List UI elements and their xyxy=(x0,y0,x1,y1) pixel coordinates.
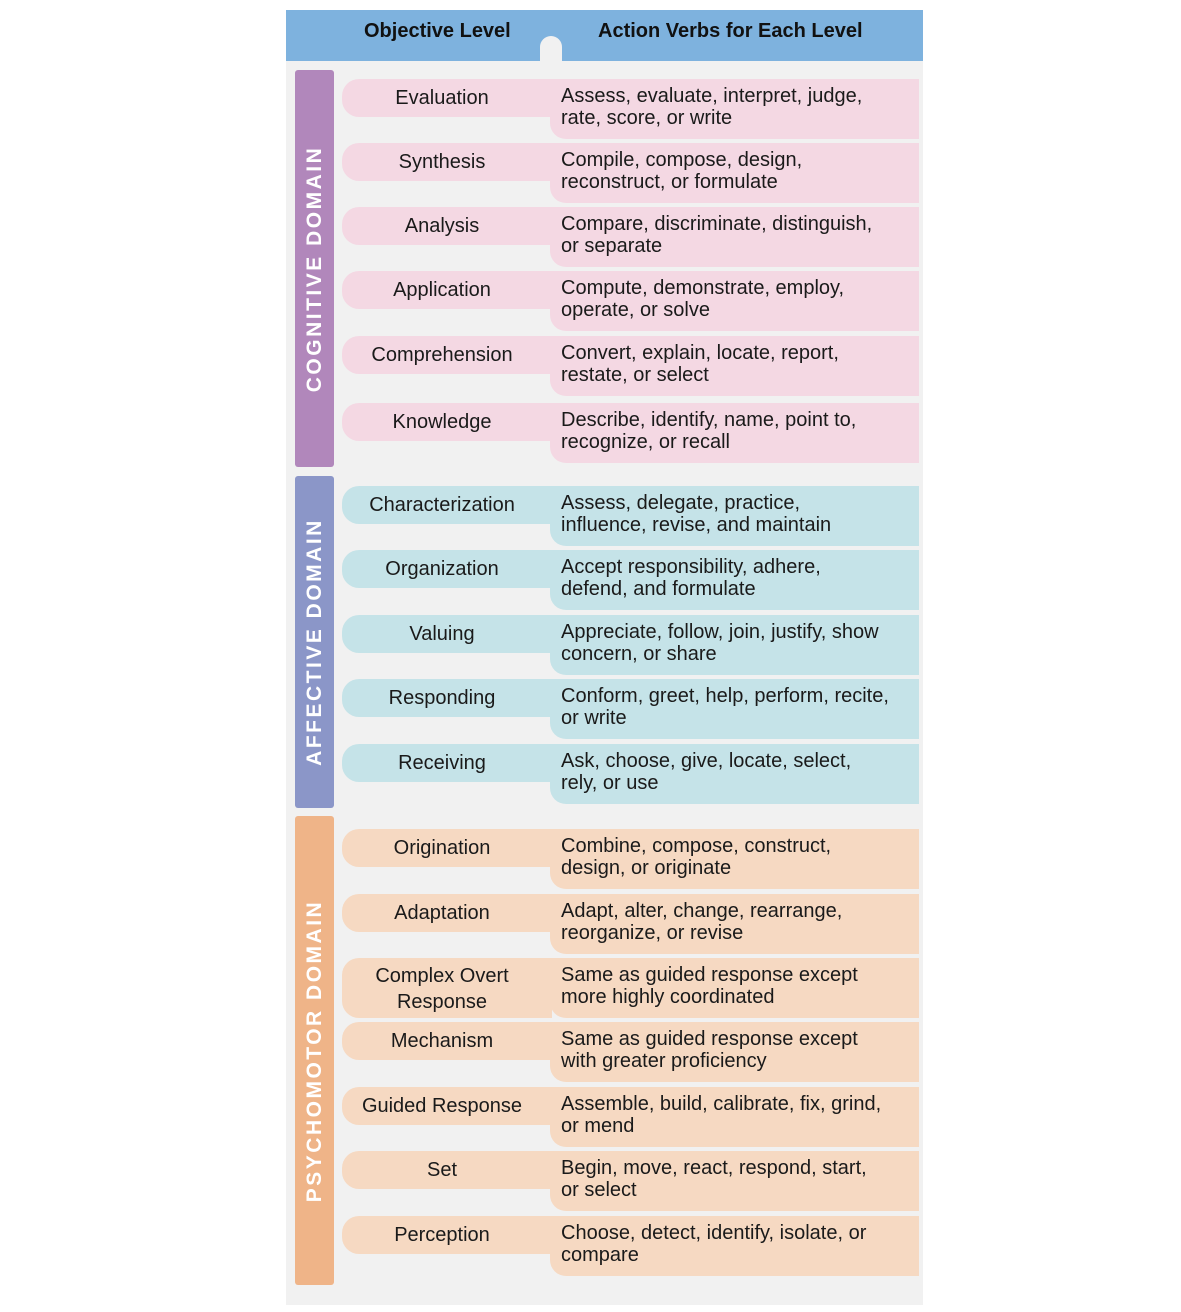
action-verbs-line: Assess, delegate, practice, xyxy=(561,492,801,514)
level-name-line: Guided Response xyxy=(361,1095,523,1117)
objective-row xyxy=(342,744,919,804)
action-verbs xyxy=(561,343,921,386)
level-name xyxy=(342,277,542,303)
action-verbs-line: Describe, identify, name, point to, xyxy=(561,409,857,431)
objective-row xyxy=(342,615,919,675)
cognitive-domain-label: COGNITIVE DOMAIN xyxy=(302,145,326,392)
level-name xyxy=(342,85,542,111)
level-name-line: Responding xyxy=(388,687,496,709)
action-verbs-line: Assemble, build, calibrate, fix, grind, xyxy=(561,1093,882,1115)
action-verbs-line: Choose, detect, identify, isolate, or xyxy=(561,1222,867,1244)
action-verbs-line: Appreciate, follow, join, justify, show xyxy=(561,621,879,643)
action-verbs-line: design, or originate xyxy=(561,856,732,879)
header-tab-notch xyxy=(540,36,562,61)
action-verbs xyxy=(561,214,921,257)
action-verbs xyxy=(561,1223,921,1266)
level-name-line: Application xyxy=(393,279,491,301)
level-name xyxy=(342,342,542,368)
level-name-line: Complex Overt xyxy=(375,965,509,987)
objective-row xyxy=(342,271,919,331)
action-verbs xyxy=(561,686,921,729)
action-verbs-line: compare xyxy=(561,1243,639,1266)
level-name xyxy=(342,1028,542,1054)
objective-row xyxy=(342,143,919,203)
level-name xyxy=(342,685,542,711)
objective-row xyxy=(342,79,919,139)
action-verbs-line: Same as guided response except xyxy=(561,964,858,986)
objective-row xyxy=(342,1151,919,1211)
level-name xyxy=(342,1093,542,1119)
level-name xyxy=(342,556,542,582)
action-verbs-line: Assess, evaluate, interpret, judge, xyxy=(561,85,863,107)
action-verbs xyxy=(561,965,921,1008)
level-name-line: Response xyxy=(396,991,488,1013)
action-verbs-line: Conform, greet, help, perform, recite, xyxy=(561,685,889,707)
level-name-line: Knowledge xyxy=(392,411,492,433)
level-name-line: Synthesis xyxy=(398,151,486,173)
action-verbs-line: Compile, compose, design, xyxy=(561,149,803,171)
level-name-line: Mechanism xyxy=(390,1030,494,1052)
objective-row xyxy=(342,1087,919,1147)
action-verbs-line: Same as guided response except xyxy=(561,1028,858,1050)
level-name-line: Comprehension xyxy=(371,344,513,366)
level-name xyxy=(342,621,542,647)
objective-row xyxy=(342,486,919,546)
objective-row xyxy=(342,336,919,396)
level-name xyxy=(342,492,542,518)
action-verbs-line: Compare, discriminate, distinguish, xyxy=(561,213,873,235)
objective-row xyxy=(342,958,919,1018)
action-verbs-line: more highly coordinated xyxy=(561,985,775,1008)
action-verbs-line: influence, revise, and maintain xyxy=(561,513,832,536)
affective-domain-label: AFFECTIVE DOMAIN xyxy=(302,518,326,766)
level-name xyxy=(342,1157,542,1183)
action-verbs xyxy=(561,622,921,665)
action-verbs-line: or select xyxy=(561,1178,637,1201)
level-name-line: Analysis xyxy=(404,215,480,237)
level-name xyxy=(342,149,542,175)
action-verbs-line: operate, or solve xyxy=(561,298,710,321)
level-name-line: Organization xyxy=(385,558,499,580)
action-verbs xyxy=(561,1158,921,1201)
level-name-line: Valuing xyxy=(409,623,475,645)
action-verbs xyxy=(561,493,921,536)
action-verbs xyxy=(561,410,921,453)
action-verbs-line: rely, or use xyxy=(561,771,659,794)
action-verbs xyxy=(561,150,921,193)
level-name-line: Evaluation xyxy=(395,87,489,109)
action-verbs-line: Compute, demonstrate, employ, xyxy=(561,277,845,299)
level-name xyxy=(342,213,542,239)
objective-level-header: Objective Level xyxy=(364,20,511,42)
action-verbs-line: Begin, move, react, respond, start, xyxy=(561,1157,867,1179)
level-name xyxy=(342,1222,542,1248)
psychomotor-domain-label: PSYCHOMOTOR DOMAIN xyxy=(302,899,326,1202)
action-verbs-line: Adapt, alter, change, rearrange, xyxy=(561,900,843,922)
action-verbs-line: reorganize, or revise xyxy=(561,921,744,944)
action-verbs xyxy=(561,1094,921,1137)
action-verbs xyxy=(561,557,921,600)
level-name xyxy=(342,835,542,861)
level-name-line: Adaptation xyxy=(394,902,490,924)
action-verbs-line: restate, or select xyxy=(561,363,709,386)
level-name xyxy=(342,409,542,435)
action-verbs-line: rate, score, or write xyxy=(561,106,733,129)
level-name-line: Characterization xyxy=(369,494,515,516)
action-verbs-line: or write xyxy=(561,706,627,729)
action-verbs-line: Combine, compose, construct, xyxy=(561,835,832,857)
cognitive-domain-bar xyxy=(295,70,334,467)
action-verbs xyxy=(561,86,921,129)
psychomotor-domain-bar xyxy=(295,816,334,1285)
level-name-line: Receiving xyxy=(398,752,486,774)
action-verbs-line: reconstruct, or formulate xyxy=(561,170,778,193)
action-verbs-header: Action Verbs for Each Level xyxy=(598,20,863,42)
objective-row xyxy=(342,207,919,267)
level-name-line: Perception xyxy=(394,1224,490,1246)
objective-row xyxy=(342,403,919,463)
action-verbs-line: Ask, choose, give, locate, select, xyxy=(561,750,852,772)
level-name-line: Set xyxy=(426,1159,458,1181)
action-verbs-line: or mend xyxy=(561,1114,635,1137)
objective-row xyxy=(342,550,919,610)
level-name-line: Origination xyxy=(393,837,491,859)
action-verbs xyxy=(561,751,921,794)
objective-row xyxy=(342,894,919,954)
level-name xyxy=(342,963,542,1015)
affective-domain-bar xyxy=(295,476,334,808)
action-verbs-line: Accept responsibility, adhere, xyxy=(561,556,821,578)
objective-row xyxy=(342,679,919,739)
action-verbs-line: defend, and formulate xyxy=(561,577,756,600)
action-verbs xyxy=(561,1029,921,1072)
objective-row xyxy=(342,829,919,889)
action-verbs-line: with greater proficiency xyxy=(561,1049,767,1072)
level-name xyxy=(342,900,542,926)
action-verbs xyxy=(561,278,921,321)
level-name xyxy=(342,750,542,776)
action-verbs xyxy=(561,901,921,944)
action-verbs-line: or separate xyxy=(561,234,663,257)
action-verbs-line: Convert, explain, locate, report, xyxy=(561,342,839,364)
objective-row xyxy=(342,1022,919,1082)
action-verbs-line: concern, or share xyxy=(561,642,717,665)
action-verbs-line: recognize, or recall xyxy=(561,430,730,453)
objective-row xyxy=(342,1216,919,1276)
action-verbs xyxy=(561,836,921,879)
